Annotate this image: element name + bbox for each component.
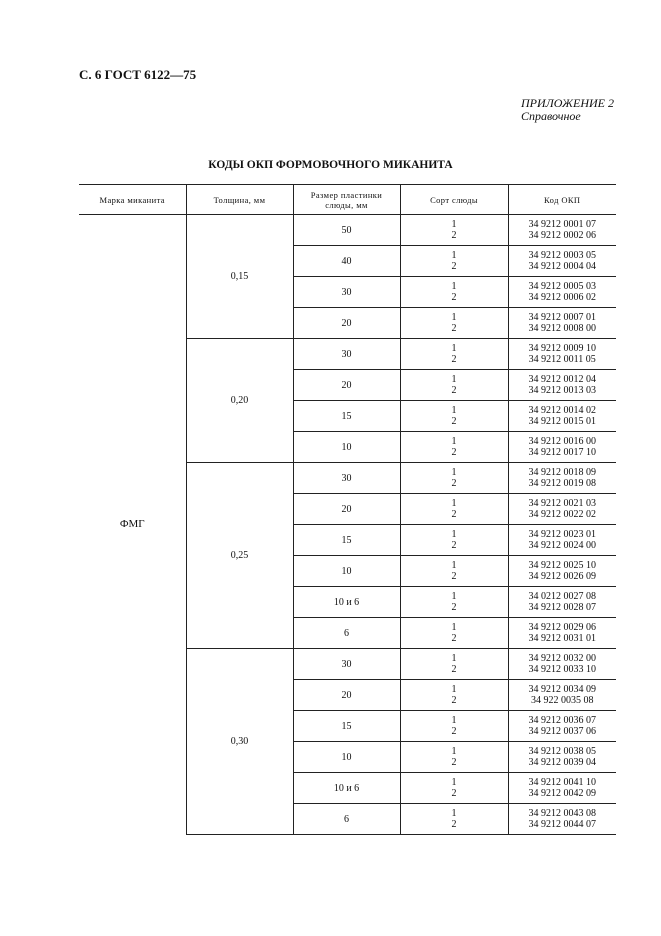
mica-grade-value: 1 bbox=[451, 684, 457, 695]
mica-grade-cell bbox=[400, 432, 508, 463]
okp-code-cell bbox=[508, 525, 616, 556]
mica-grade-cell bbox=[400, 525, 508, 556]
okp-codes-table bbox=[79, 184, 616, 835]
mica-grade-value: 2 bbox=[451, 416, 457, 427]
okp-code-value: 34 9212 0015 01 bbox=[528, 416, 596, 427]
plate-size-cell: 6 bbox=[293, 618, 400, 649]
mica-grade-value: 1 bbox=[451, 219, 457, 230]
okp-code-value: 34 9212 0043 08 bbox=[528, 808, 596, 819]
table-row bbox=[79, 215, 616, 246]
plate-size-cell: 30 bbox=[293, 463, 400, 494]
mica-grade-value: 2 bbox=[451, 478, 457, 489]
thickness-cell: 0,15 bbox=[186, 215, 293, 339]
okp-code-value: 34 9212 0014 02 bbox=[528, 405, 596, 416]
plate-size-cell: 10 и 6 bbox=[293, 587, 400, 618]
thickness-cell: 0,30 bbox=[186, 649, 293, 835]
okp-code-value: 34 9212 0032 00 bbox=[528, 653, 596, 664]
plate-size-cell: 10 bbox=[293, 432, 400, 463]
mica-grade-value: 2 bbox=[451, 323, 457, 334]
mica-grade-cell bbox=[400, 463, 508, 494]
mica-grade-value: 1 bbox=[451, 436, 457, 447]
okp-code-value: 34 9212 0041 10 bbox=[528, 777, 596, 788]
plate-size-cell: 50 bbox=[293, 215, 400, 246]
plate-size-cell: 30 bbox=[293, 649, 400, 680]
okp-code-cell bbox=[508, 339, 616, 370]
mica-grade-value: 1 bbox=[451, 312, 457, 323]
okp-code-value: 34 9212 0016 00 bbox=[528, 436, 596, 447]
mica-grade-value: 1 bbox=[451, 281, 457, 292]
mica-grade-cell bbox=[400, 339, 508, 370]
okp-code-value: 34 9212 0019 08 bbox=[528, 478, 596, 489]
mica-grade-value: 2 bbox=[451, 509, 457, 520]
okp-code-cell bbox=[508, 246, 616, 277]
okp-code-value: 34 9212 0042 09 bbox=[528, 788, 596, 799]
mica-grade-cell bbox=[400, 401, 508, 432]
mica-grade-cell bbox=[400, 711, 508, 742]
okp-code-value: 34 9212 0017 10 bbox=[528, 447, 596, 458]
table-header-row bbox=[79, 185, 616, 215]
okp-code-value: 34 9212 0002 06 bbox=[528, 230, 596, 241]
okp-code-value: 34 9212 0021 03 bbox=[528, 498, 596, 509]
mica-grade-value: 1 bbox=[451, 808, 457, 819]
mica-grade-value: 1 bbox=[451, 405, 457, 416]
mica-grade-value: 1 bbox=[451, 653, 457, 664]
okp-code-cell bbox=[508, 494, 616, 525]
plate-size-cell: 15 bbox=[293, 525, 400, 556]
okp-code-cell bbox=[508, 556, 616, 587]
plate-size-cell: 10 и 6 bbox=[293, 773, 400, 804]
mica-grade-cell bbox=[400, 556, 508, 587]
plate-size-cell: 10 bbox=[293, 556, 400, 587]
okp-code-cell bbox=[508, 370, 616, 401]
okp-code-value: 34 922 0035 08 bbox=[531, 695, 594, 706]
mica-grade-value: 1 bbox=[451, 529, 457, 540]
mica-grade-value: 1 bbox=[451, 498, 457, 509]
mica-grade-value: 1 bbox=[451, 591, 457, 602]
mica-grade-cell bbox=[400, 587, 508, 618]
plate-size-cell: 20 bbox=[293, 494, 400, 525]
okp-code-cell bbox=[508, 432, 616, 463]
appendix-subtitle: Справочное bbox=[521, 109, 581, 123]
okp-code-value: 34 9212 0029 06 bbox=[528, 622, 596, 633]
mica-grade-value: 2 bbox=[451, 602, 457, 613]
brand-cell: ФМГ bbox=[79, 215, 186, 835]
okp-code-value: 34 9212 0011 05 bbox=[528, 354, 596, 365]
mica-grade-cell bbox=[400, 680, 508, 711]
column-header-okp-code: Код ОКП bbox=[508, 185, 616, 215]
plate-size-cell: 20 bbox=[293, 308, 400, 339]
plate-size-cell: 40 bbox=[293, 246, 400, 277]
mica-grade-value: 2 bbox=[451, 819, 457, 830]
okp-code-value: 34 9212 0034 09 bbox=[528, 684, 596, 695]
plate-size-cell: 30 bbox=[293, 339, 400, 370]
okp-code-cell bbox=[508, 618, 616, 649]
plate-size-cell: 15 bbox=[293, 711, 400, 742]
mica-grade-value: 1 bbox=[451, 777, 457, 788]
okp-code-value: 34 9212 0037 06 bbox=[528, 726, 596, 737]
mica-grade-cell bbox=[400, 804, 508, 835]
okp-code-value: 34 9212 0039 04 bbox=[528, 757, 596, 768]
mica-grade-value: 1 bbox=[451, 560, 457, 571]
mica-grade-value: 2 bbox=[451, 354, 457, 365]
okp-code-cell bbox=[508, 742, 616, 773]
mica-grade-value: 2 bbox=[451, 385, 457, 396]
plate-size-cell: 6 bbox=[293, 804, 400, 835]
mica-grade-value: 2 bbox=[451, 230, 457, 241]
mica-grade-value: 2 bbox=[451, 664, 457, 675]
okp-code-value: 34 9212 0018 09 bbox=[528, 467, 596, 478]
mica-grade-cell bbox=[400, 649, 508, 680]
okp-code-value: 34 0212 0027 08 bbox=[528, 591, 596, 602]
appendix-title: ПРИЛОЖЕНИЕ 2 bbox=[521, 96, 614, 110]
mica-grade-value: 1 bbox=[451, 467, 457, 478]
okp-code-cell bbox=[508, 649, 616, 680]
thickness-cell: 0,20 bbox=[186, 339, 293, 463]
mica-grade-value: 2 bbox=[451, 695, 457, 706]
okp-code-value: 34 9212 0005 03 bbox=[528, 281, 596, 292]
appendix-label bbox=[521, 97, 614, 123]
mica-grade-value: 2 bbox=[451, 540, 457, 551]
mica-grade-value: 2 bbox=[451, 292, 457, 303]
mica-grade-value: 1 bbox=[451, 250, 457, 261]
mica-grade-value: 1 bbox=[451, 374, 457, 385]
okp-code-value: 34 9212 0028 07 bbox=[528, 602, 596, 613]
column-header-mica-grade: Сорт слюды bbox=[400, 185, 508, 215]
okp-code-value: 34 9212 0033 10 bbox=[528, 664, 596, 675]
plate-size-cell: 20 bbox=[293, 370, 400, 401]
column-header-thickness: Толщина, мм bbox=[186, 185, 293, 215]
thickness-cell: 0,25 bbox=[186, 463, 293, 649]
okp-code-cell bbox=[508, 277, 616, 308]
plate-size-cell: 10 bbox=[293, 742, 400, 773]
mica-grade-value: 1 bbox=[451, 715, 457, 726]
okp-code-value: 34 9212 0036 07 bbox=[528, 715, 596, 726]
okp-code-value: 34 9212 0012 04 bbox=[528, 374, 596, 385]
okp-code-cell bbox=[508, 463, 616, 494]
mica-grade-value: 1 bbox=[451, 746, 457, 757]
okp-code-cell bbox=[508, 773, 616, 804]
okp-code-value: 34 9212 0004 04 bbox=[528, 261, 596, 272]
okp-code-value: 34 9212 0003 05 bbox=[528, 250, 596, 261]
mica-grade-value: 2 bbox=[451, 261, 457, 272]
okp-code-value: 34 9212 0023 01 bbox=[528, 529, 596, 540]
mica-grade-value: 1 bbox=[451, 343, 457, 354]
okp-code-cell bbox=[508, 308, 616, 339]
okp-code-value: 34 9212 0031 01 bbox=[528, 633, 596, 644]
mica-grade-value: 2 bbox=[451, 571, 457, 582]
page-header: С. 6 ГОСТ 6122—75 bbox=[79, 67, 197, 82]
plate-size-cell: 15 bbox=[293, 401, 400, 432]
okp-code-value: 34 9212 0022 02 bbox=[528, 509, 596, 520]
mica-grade-value: 1 bbox=[451, 622, 457, 633]
mica-grade-cell bbox=[400, 277, 508, 308]
mica-grade-value: 2 bbox=[451, 788, 457, 799]
okp-code-cell bbox=[508, 680, 616, 711]
okp-code-value: 34 9212 0025 10 bbox=[528, 560, 596, 571]
okp-code-cell bbox=[508, 804, 616, 835]
okp-code-cell bbox=[508, 711, 616, 742]
mica-grade-value: 2 bbox=[451, 757, 457, 768]
plate-size-cell: 30 bbox=[293, 277, 400, 308]
okp-code-value: 34 9212 0013 03 bbox=[528, 385, 596, 396]
mica-grade-value: 2 bbox=[451, 633, 457, 644]
mica-grade-cell bbox=[400, 246, 508, 277]
plate-size-cell: 20 bbox=[293, 680, 400, 711]
okp-code-cell bbox=[508, 401, 616, 432]
okp-code-cell bbox=[508, 587, 616, 618]
mica-grade-cell bbox=[400, 742, 508, 773]
mica-grade-value: 2 bbox=[451, 726, 457, 737]
okp-code-value: 34 9212 0009 10 bbox=[528, 343, 596, 354]
okp-code-value: 34 9212 0038 05 bbox=[528, 746, 596, 757]
column-header-plate-size: Размер пластинки слюды, мм bbox=[293, 185, 400, 215]
table-body bbox=[79, 215, 616, 835]
okp-code-value: 34 9212 0024 00 bbox=[528, 540, 596, 551]
table-title: КОДЫ ОКП ФОРМОВОЧНОГО МИКАНИТА bbox=[208, 159, 453, 171]
mica-grade-cell bbox=[400, 308, 508, 339]
okp-code-value: 34 9212 0044 07 bbox=[528, 819, 596, 830]
column-header-brand: Марка миканита bbox=[79, 185, 186, 215]
mica-grade-cell bbox=[400, 618, 508, 649]
okp-code-value: 34 9212 0006 02 bbox=[528, 292, 596, 303]
okp-code-cell bbox=[508, 215, 616, 246]
mica-grade-value: 2 bbox=[451, 447, 457, 458]
mica-grade-cell bbox=[400, 215, 508, 246]
okp-code-value: 34 9212 0026 09 bbox=[528, 571, 596, 582]
okp-code-value: 34 9212 0008 00 bbox=[528, 323, 596, 334]
okp-code-value: 34 9212 0007 01 bbox=[528, 312, 596, 323]
okp-code-value: 34 9212 0001 07 bbox=[528, 219, 596, 230]
mica-grade-cell bbox=[400, 773, 508, 804]
mica-grade-cell bbox=[400, 370, 508, 401]
mica-grade-cell bbox=[400, 494, 508, 525]
